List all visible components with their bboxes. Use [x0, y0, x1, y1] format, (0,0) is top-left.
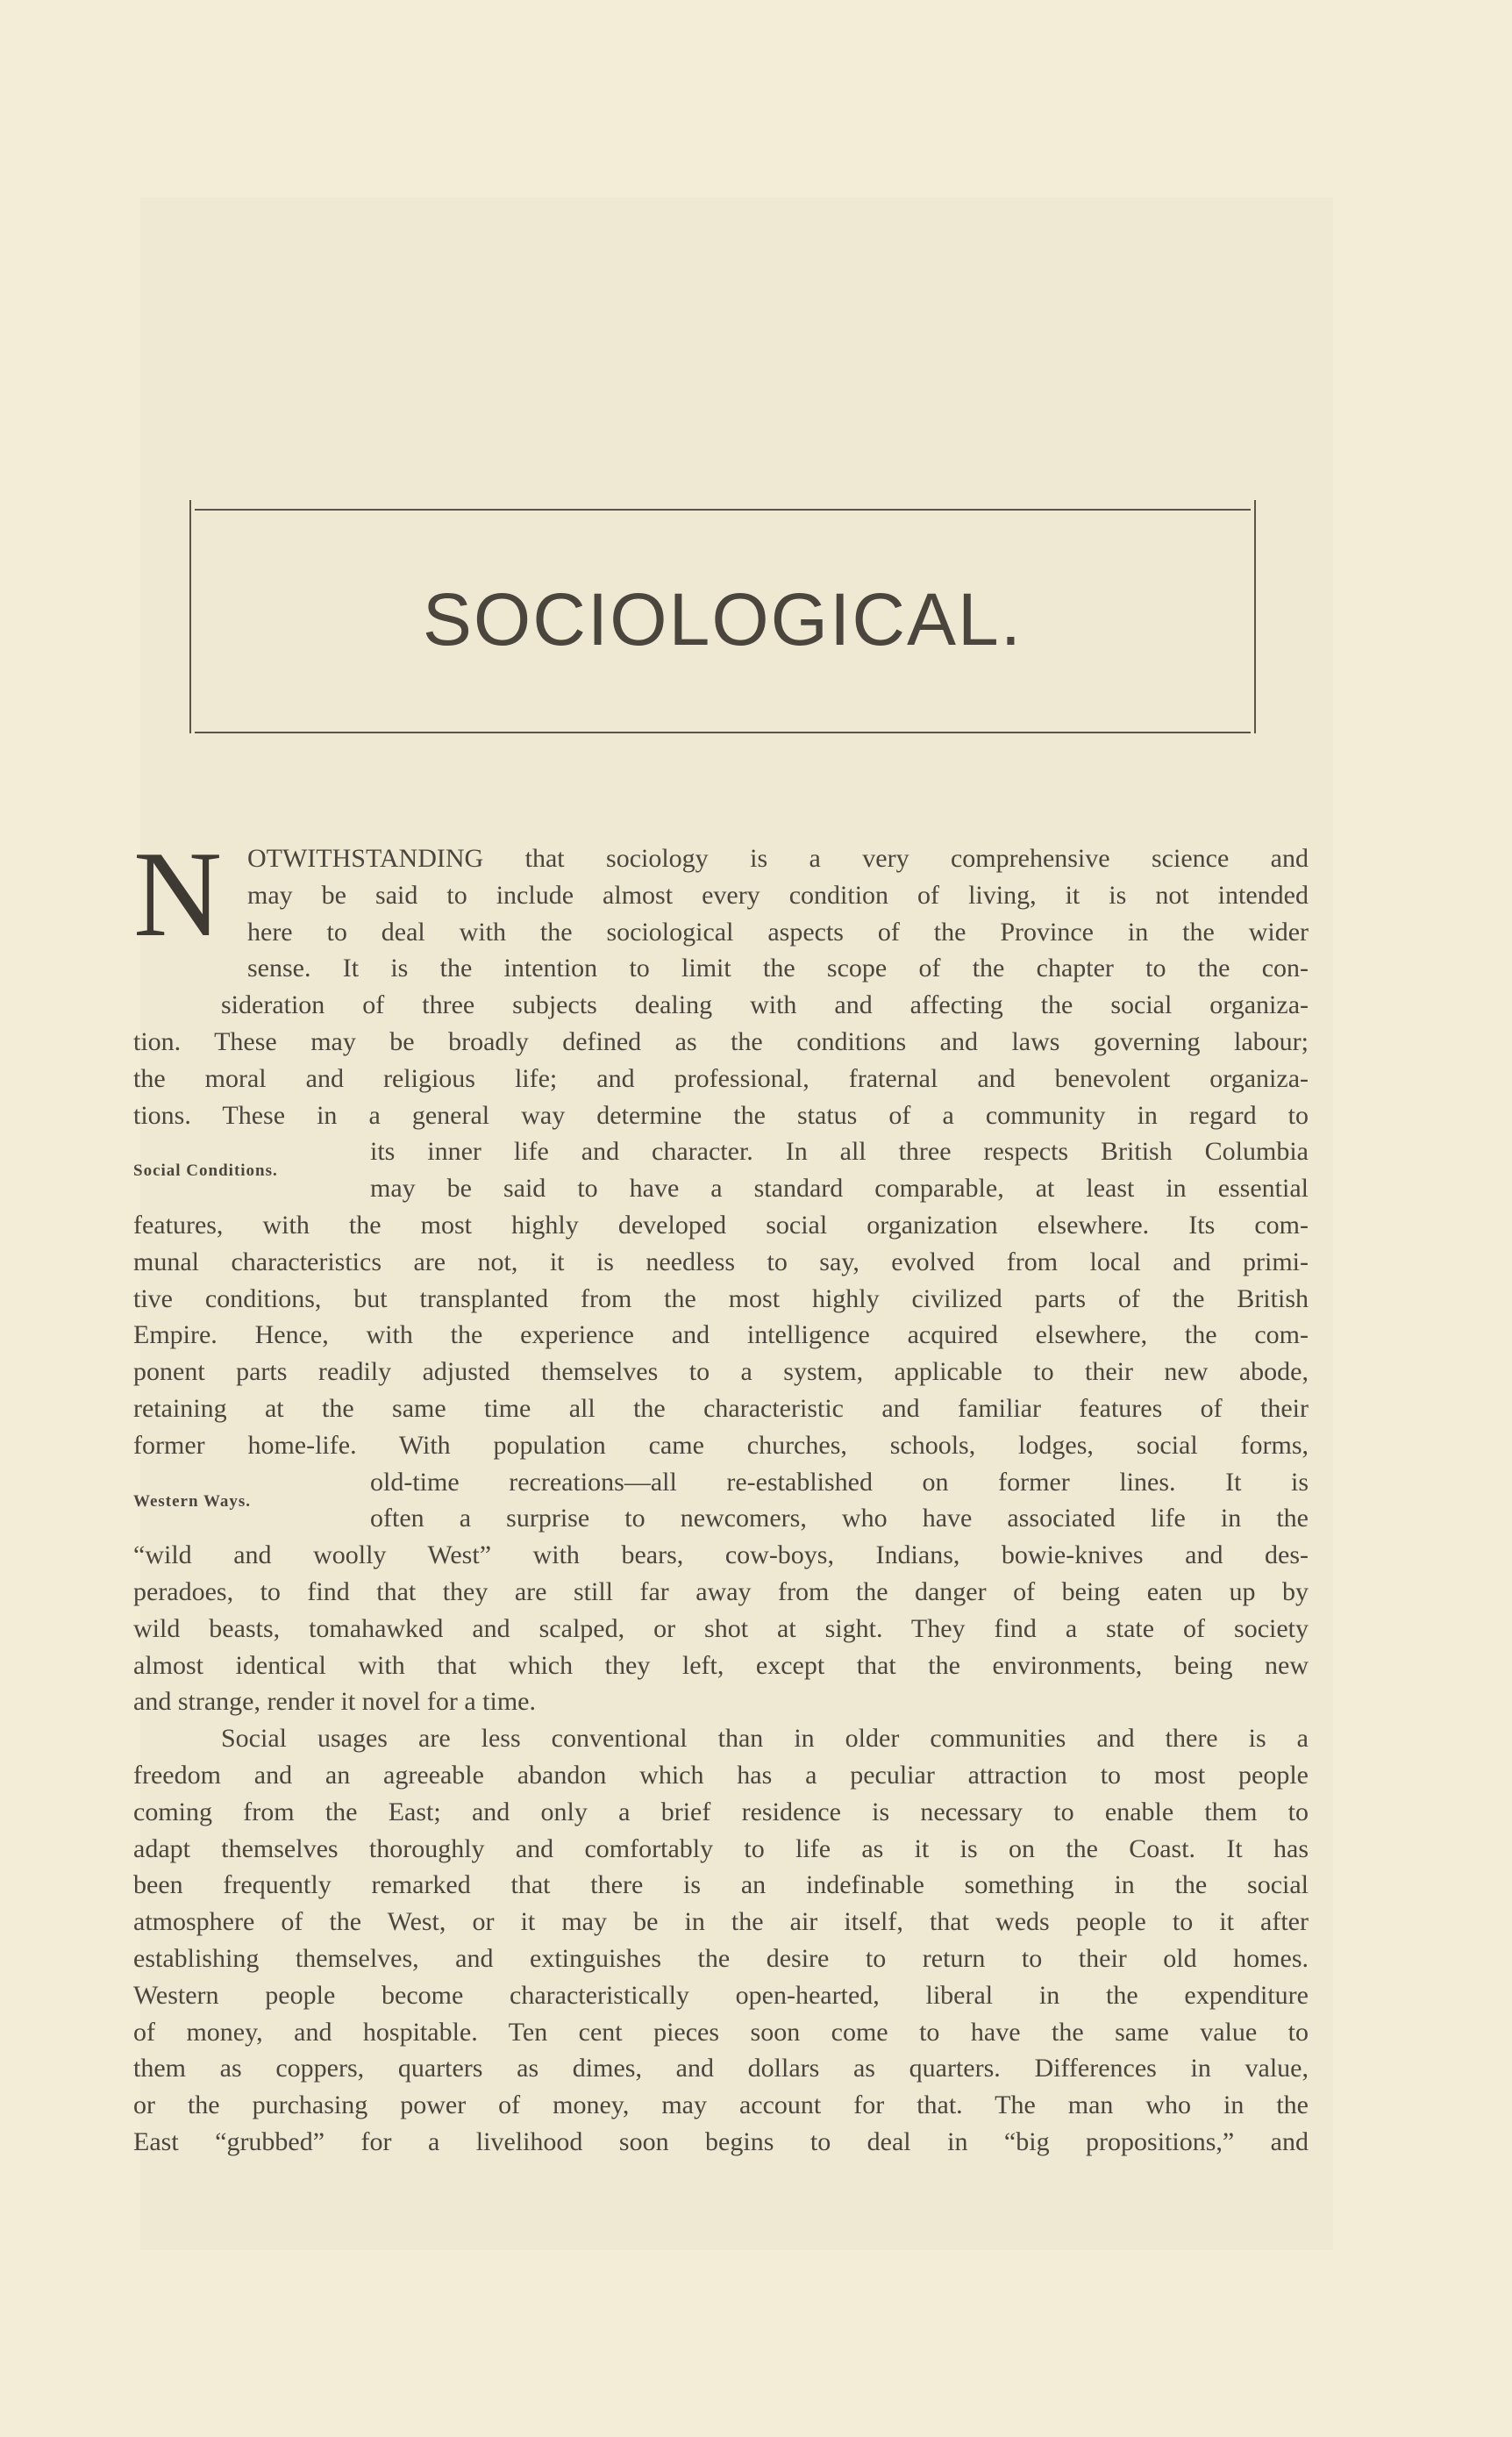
text-line: often a surprise to newcomers, who have associated life in the	[370, 1504, 1309, 1533]
text-line: the moral and religious life; and professional, fraternal and benevolent organiza-	[133, 1063, 1309, 1093]
text-line: may be said to include almost every condition of living, it is not intended	[247, 880, 1309, 910]
text-line: OTWITHSTANDING that sociology is a very comprehensive science and	[247, 844, 1309, 873]
text-line: of money, and hospitable. Ten cent pieces soon come to have the same value to	[133, 2017, 1309, 2047]
text-line: coming from the East; and only a brief residence is necessary to enable them to	[133, 1797, 1309, 1826]
body-text	[133, 826, 1309, 2161]
text-line: atmosphere of the West, or it may be in the air itself, that weds people to it after	[133, 1907, 1309, 1937]
text-line: its inner life and character. In all three respects British Columbia	[370, 1137, 1309, 1167]
text-line: munal characteristics are not, it is needless to say, evolved from local and primi-	[133, 1247, 1309, 1276]
text-line: East “grubbed” for a livelihood soon begins to deal in “big propositions,” and	[133, 2126, 1309, 2156]
text-line: Social usages are less conventional than in older communities and there is a	[221, 1724, 1309, 1754]
text-line: old-time recreations—all re-established on former lines. It is	[370, 1467, 1309, 1497]
text-line: ponent parts readily adjusted themselves to a system, applicable to their new abode,	[133, 1357, 1309, 1387]
text-line: or the purchasing power of money, may account for that. The man who in the	[133, 2090, 1309, 2120]
text-line: them as coppers, quarters as dimes, and dollars as quarters. Differences in value,	[133, 2054, 1309, 2083]
text-line: freedom and an agreeable abandon which has a peculiar attraction to most people	[133, 1760, 1309, 1790]
text-line: almost identical with that which they left, except that the environments, being new	[133, 1650, 1309, 1680]
text-line: tion. These may be broadly defined as the conditions and laws governing labour;	[133, 1026, 1309, 1056]
text-line: establishing themselves, and extinguishes the desire to return to their old homes.	[133, 1943, 1309, 1973]
text-line: “wild and woolly West” with bears, cow-boys, Indians, bowie-knives and des-	[133, 1540, 1309, 1570]
text-line: may be said to have a standard comparable, at least in essential	[370, 1174, 1309, 1204]
text-line: tions. These in a general way determine the status of a community in regard to	[133, 1100, 1309, 1130]
text-line: retaining at the same time all the characteristic and familiar features of their	[133, 1393, 1309, 1423]
title-frame	[189, 500, 1256, 733]
text-line: sideration of three subjects dealing with and affecting the social organiza-	[221, 990, 1309, 1020]
text-line: Western people become characteristically open-hearted, liberal in the expenditure	[133, 1980, 1309, 2010]
text-line: features, with the most highly developed social organization elsewhere. Its com-	[133, 1210, 1309, 1240]
text-line: former home-life. With population came churches, schools, lodges, social forms,	[133, 1430, 1309, 1460]
text-line: here to deal with the sociological aspects of the Province in the wider	[247, 917, 1309, 947]
text-line: been frequently remarked that there is an indefinable something in the social	[133, 1870, 1309, 1900]
text-line: sense. It is the intention to limit the scope of the chapter to the con-	[247, 954, 1309, 983]
text-line: peradoes, to find that they are still far away from the danger of being eaten up by	[133, 1576, 1309, 1606]
sidenote-social-conditions: Social Conditions.	[133, 1161, 278, 1180]
text-line: tive conditions, but transplanted from the most highly civilized parts of the British	[133, 1283, 1309, 1313]
text-line: adapt themselves thoroughly and comfortably to life as it is on the Coast. It has	[133, 1833, 1309, 1863]
text-line: wild beasts, tomahawked and scalped, or shot at sight. They find a state of society	[133, 1613, 1309, 1643]
text-line: and strange, render it novel for a time.	[133, 1687, 536, 1717]
drop-cap: N	[133, 826, 223, 962]
page-title: SOCIOLOGICAL.	[422, 578, 1023, 661]
sidenote-western-ways: Western Ways.	[133, 1492, 252, 1511]
text-line: Empire. Hence, with the experience and intelligence acquired elsewhere, the com-	[133, 1320, 1309, 1350]
